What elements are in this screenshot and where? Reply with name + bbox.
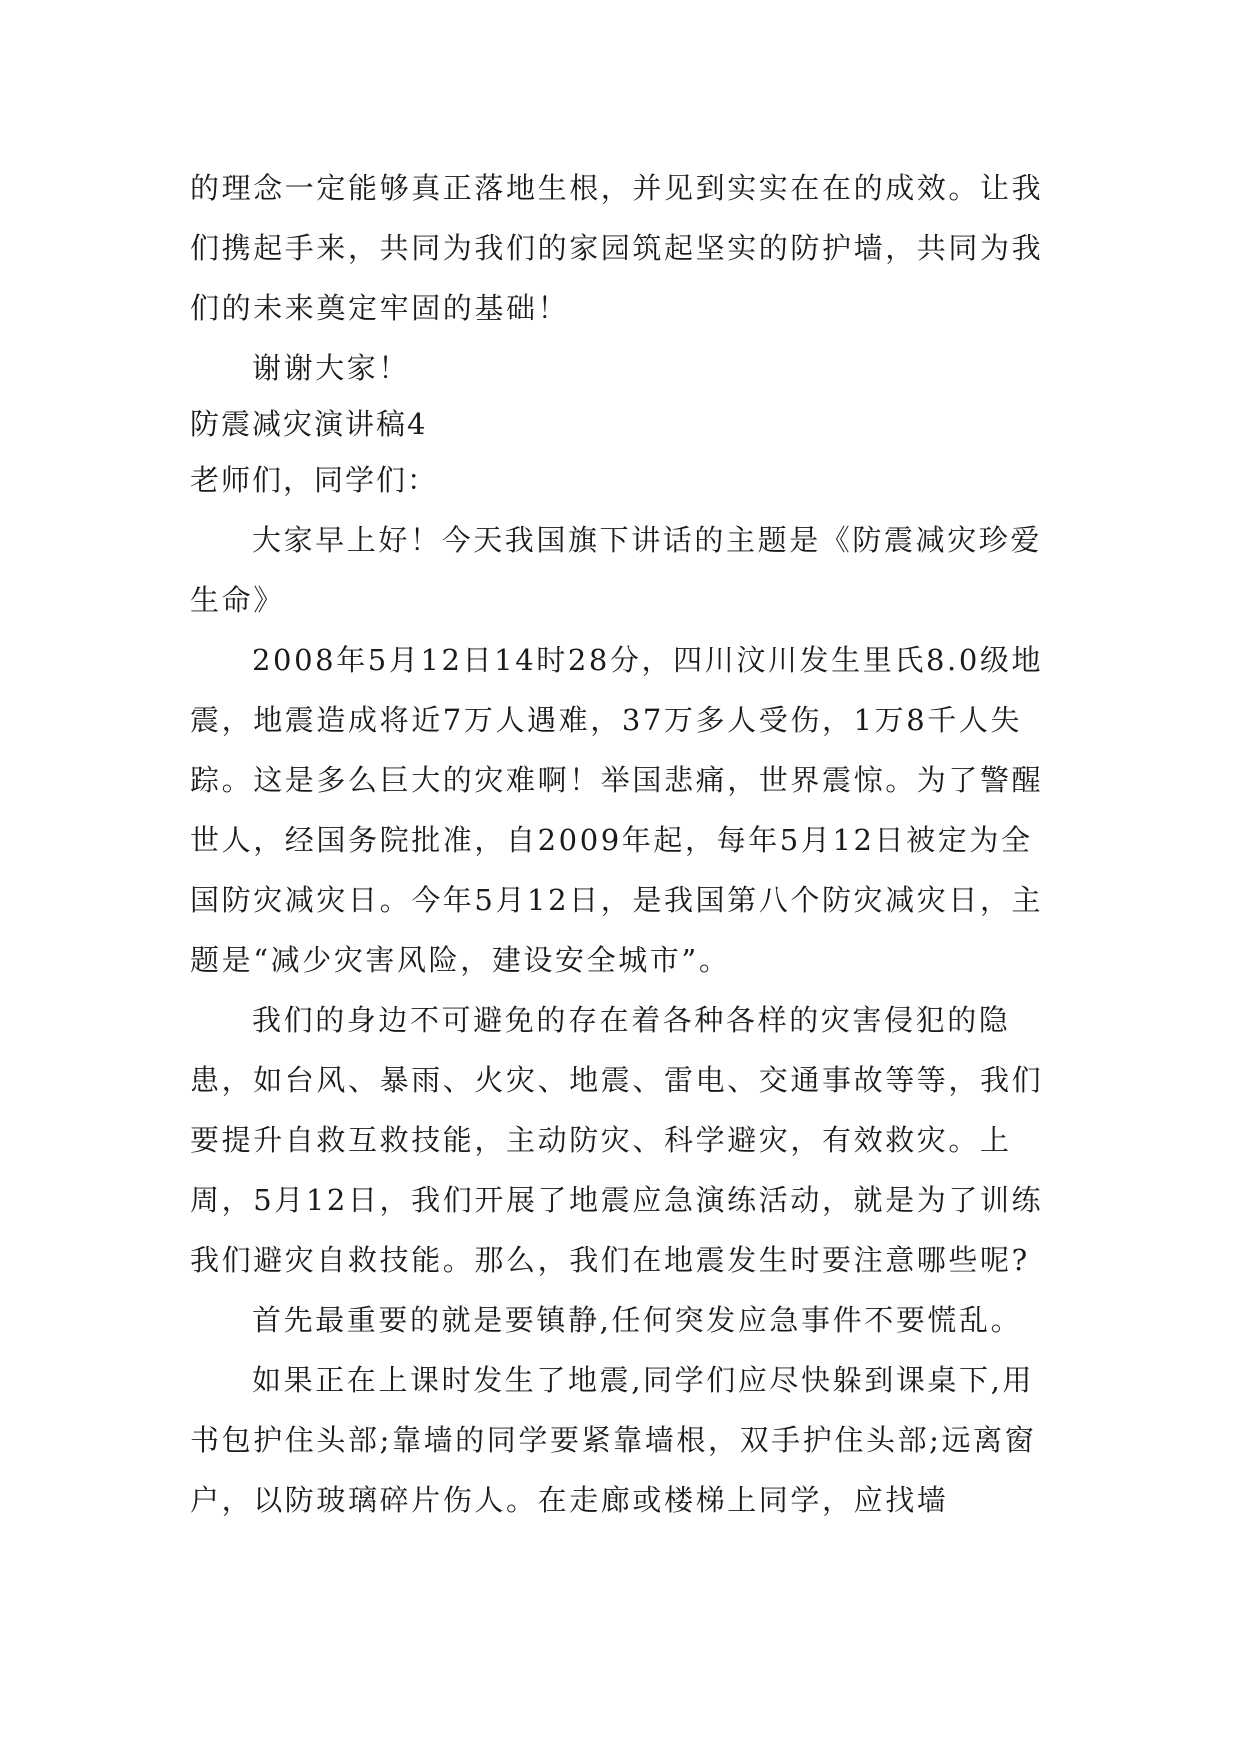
paragraph-hazards: 我们的身边不可避免的存在着各种各样的灾害侵犯的隐患，如台风、暴雨、火灾、地震、雷电、交通事故等等，我们要提升自救互救技能，主动防灾、科学避灾，有效救灾。上周，5月12日，我们开展了地震应急演练活动，就是为了训练我们避灾自救技能。那么，我们在地震发生时要注意哪些呢? xyxy=(190,1003,1044,1277)
thanks-line: 谢谢大家！ xyxy=(252,351,411,385)
salutation: 老师们，同学们： xyxy=(190,463,439,497)
paragraph-classroom: 如果正在上课时发生了地震,同学们应尽快躲到课桌下,用书包护住头部;靠墙的同学要紧靠墙根，双手护住头部;远离窗户，以防玻璃碎片伤人。在走廊或楼梯上同学，应找墙 xyxy=(190,1363,1037,1517)
intro-paragraph: 的理念一定能够真正落地生根，并见到实实在在的成效。让我们携起手来，共同为我们的家园筑起坚实的防护墙，共同为我们的未来奠定牢固的基础！ xyxy=(190,171,1044,325)
paragraph-topic: 大家早上好！今天我国旗下讲话的主题是《防震减灾珍爱生命》 xyxy=(190,523,1043,617)
paragraph-stay-calm: 首先最重要的就是要镇静,任何突发应急事件不要慌乱。 xyxy=(252,1303,1023,1337)
paragraph-wenchuan: 2008年5月12日14时28分，四川汶川发生里氏8.0级地震，地震造成将近7万人遇难，37万多人受伤，1万8千人失踪。这是多么巨大的灾难啊！举国悲痛，世界震惊。为了警醒世人，经国务院批准，自2009年起，每年5月12日被定为全国防灾减灾日。今年5月12日，是我国第八个防灾减灾日，主题是“减少灾害风险，建设安全城市”。 xyxy=(190,643,1044,977)
document-body xyxy=(190,158,1052,1530)
section-title: 防震减灾演讲稿4 xyxy=(190,407,428,441)
